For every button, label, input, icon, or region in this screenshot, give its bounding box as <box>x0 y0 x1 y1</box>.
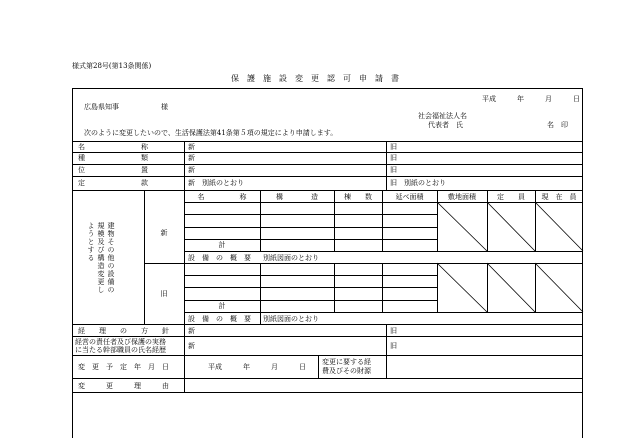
type-new[interactable]: 新 <box>188 154 195 162</box>
corp-name-label: 社会福祉法人名 <box>418 112 467 120</box>
policy-old[interactable]: 旧 <box>390 327 397 335</box>
old-equipment-value[interactable]: 別紙図面のとおり <box>263 315 319 323</box>
location-old[interactable]: 旧 <box>390 166 397 174</box>
name-old[interactable]: 旧 <box>390 143 397 151</box>
label-accounting-policy: 経 理 の 方 針 <box>78 327 169 335</box>
articles-new[interactable]: 新 別紙のとおり <box>188 179 244 187</box>
officers-old[interactable]: 旧 <box>390 342 397 350</box>
old-equipment-label: 設 備 の 概 要 <box>188 315 251 323</box>
name-seal-label: 名 印 <box>547 121 568 129</box>
form-title: 保 護 施 設 変 更 認 可 申 請 書 <box>231 74 399 83</box>
form-number: 様式第28号(第13条関係) <box>72 62 152 70</box>
officers-new[interactable]: 新 <box>188 342 195 350</box>
label-officers-line1: 経営の責任者及び保護の実務 <box>75 338 166 346</box>
col-header-current: 現 在 員 <box>541 193 577 201</box>
new-equipment-label: 設 備 の 概 要 <box>188 254 251 262</box>
new-total-label: 計 <box>218 241 226 249</box>
col-header-capacity: 定 員 <box>497 193 525 201</box>
col-header-name: 名 称 <box>197 193 247 201</box>
label-location: 位 置 <box>78 166 148 174</box>
label-type: 種 類 <box>78 154 148 162</box>
facility-side-label: 建物その他の設備の規模及び構造変更しようとする <box>87 222 115 294</box>
label-change-reason: 変 更 理 由 <box>78 382 169 390</box>
intro-text: 次のように変更したいので、生活保護法第41条第５項の規定により申請します。 <box>84 129 338 137</box>
representative-label: 代表者 氏 <box>428 121 463 129</box>
articles-old[interactable]: 旧 別紙のとおり <box>390 179 446 187</box>
col-header-floor-area: 延べ面積 <box>395 193 424 201</box>
col-header-buildings: 棟 数 <box>344 193 372 201</box>
facility-old-label: 旧 <box>160 290 168 298</box>
new-equipment-value[interactable]: 別紙図面のとおり <box>263 254 319 262</box>
label-articles: 定 款 <box>78 179 148 187</box>
col-header-site-area: 敷地面積 <box>448 193 476 201</box>
label-cost-line2: 費及びその財源 <box>322 367 371 375</box>
label-name: 名 称 <box>78 143 148 151</box>
policy-new[interactable]: 新 <box>188 327 195 335</box>
label-scheduled-date: 変 更 予 定 年 月 日 <box>78 363 169 371</box>
col-header-structure: 構 造 <box>276 193 318 201</box>
label-officers-line2: に当たる幹部職員の氏名経歴 <box>75 346 166 354</box>
scheduled-date-value[interactable]: 平成 年 月 日 <box>208 363 306 371</box>
name-new[interactable]: 新 <box>188 143 195 151</box>
label-cost-line1: 変更に要する経 <box>322 358 371 366</box>
old-total-label: 計 <box>218 302 226 310</box>
location-new[interactable]: 新 <box>188 166 195 174</box>
date-line[interactable]: 平成 年 月 日 <box>482 95 580 103</box>
type-old[interactable]: 旧 <box>390 154 397 162</box>
facility-new-label: 新 <box>160 229 168 237</box>
addressee: 広島県知事 様 <box>84 103 168 111</box>
